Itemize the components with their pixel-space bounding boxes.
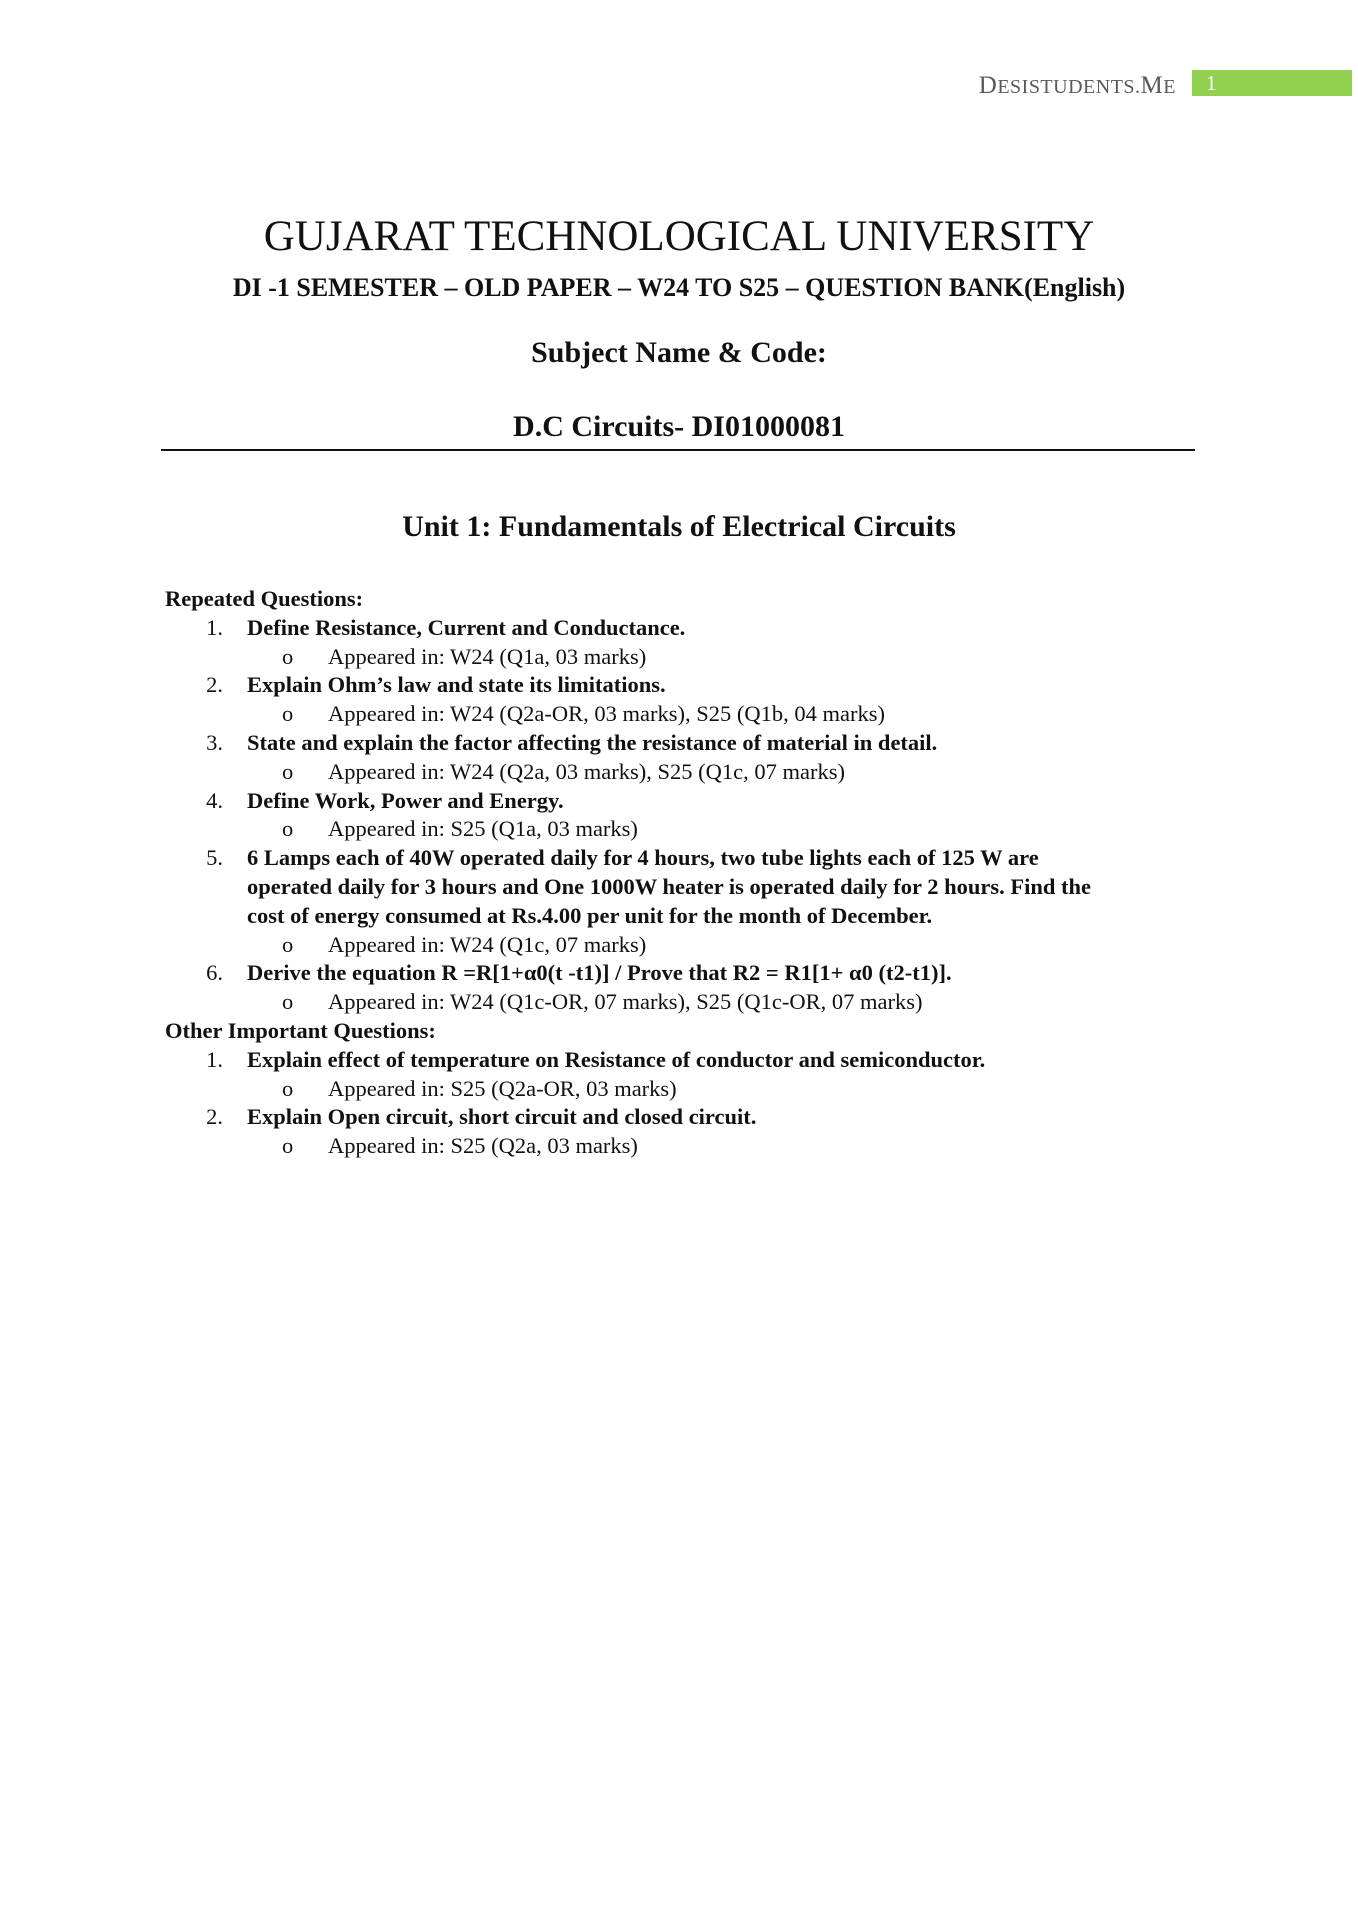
bullet-icon: o <box>282 1133 294 1159</box>
appearance-item <box>165 758 1205 787</box>
appearance-text: Appeared in: W24 (Q2a, 03 marks), S25 (Q1c, 07 marks) <box>328 758 845 784</box>
brand-initial: D <box>978 72 998 99</box>
page-title: GUJARAT TECHNOLOGICAL UNIVERSITY <box>263 213 1095 260</box>
brand-dot: . <box>1135 76 1141 98</box>
question-text: Define Resistance, Current and Conductance. <box>247 614 686 640</box>
bullet-icon: o <box>282 816 294 842</box>
question-number: 4. <box>206 787 223 813</box>
question-item <box>165 1046 1205 1075</box>
question-text: Explain Ohm’s law and state its limitations. <box>247 672 666 698</box>
appearance-text: Appeared in: S25 (Q2a-OR, 03 marks) <box>328 1075 677 1101</box>
appearance-text: Appeared in: W24 (Q2a-OR, 03 marks), S25 (Q1b, 04 marks) <box>328 701 885 727</box>
question-number: 1. <box>206 614 223 640</box>
question-text: Explain effect of temperature on Resistance of conductor and semiconductor. <box>247 1046 986 1072</box>
appearance-text: Appeared in: S25 (Q2a, 03 marks) <box>328 1133 638 1159</box>
appearance-item <box>165 815 1205 844</box>
question-item <box>165 671 1205 700</box>
question-text: Derive the equation R =R[1+α0(t -t1)] / Prove that R2 = R1[1+ α0 (t2-t1)]. <box>247 960 952 986</box>
document-subtitle: DI -1 SEMESTER – OLD PAPER – W24 TO S25 – QUESTION BANK(English) <box>232 273 1126 302</box>
header-brand <box>960 72 1176 100</box>
question-text: Define Work, Power and Energy. <box>247 787 564 813</box>
appearance-text: Appeared in: W24 (Q1a, 03 marks) <box>328 643 647 669</box>
question-number: 2. <box>206 1104 223 1130</box>
appearance-item <box>165 643 1205 672</box>
question-text-line: cost of energy consumed at Rs.4.00 per unit for the month of December. <box>247 902 933 928</box>
appearance-text: Appeared in: W24 (Q1c, 07 marks) <box>328 931 647 957</box>
question-number: 1. <box>206 1046 223 1072</box>
subject-label: Subject Name & Code: <box>531 336 827 369</box>
question-continuation <box>165 902 1205 931</box>
bullet-icon: o <box>282 758 294 784</box>
question-text-line: operated daily for 3 hours and One 1000W heater is operated daily for 2 hours. Find the <box>247 873 1092 899</box>
question-item <box>165 787 1205 816</box>
brand-m: M <box>1140 72 1164 99</box>
unit-title: Unit 1: Fundamentals of Electrical Circuits <box>402 510 956 543</box>
appearance-item <box>165 1132 1205 1161</box>
appearance-text: Appeared in: S25 (Q1a, 03 marks) <box>328 816 638 842</box>
bullet-icon: o <box>282 931 294 957</box>
appearance-item <box>165 931 1205 960</box>
question-item <box>165 729 1205 758</box>
other-questions-heading: Other Important Questions: <box>165 1017 436 1043</box>
question-number: 3. <box>206 729 223 755</box>
question-continuation <box>165 873 1205 902</box>
appearance-item <box>165 700 1205 729</box>
question-item <box>165 1103 1205 1132</box>
appearance-item <box>165 1075 1205 1104</box>
bullet-icon: o <box>282 989 294 1015</box>
question-number: 5. <box>206 845 223 871</box>
title-divider <box>161 449 1195 451</box>
question-number: 6. <box>206 960 223 986</box>
appearance-item <box>165 988 1205 1017</box>
question-item <box>165 959 1205 988</box>
bullet-icon: o <box>282 1075 294 1101</box>
repeated-questions-heading: Repeated Questions: <box>165 586 364 611</box>
question-text-line: 6 Lamps each of 40W operated daily for 4 hours, two tube lights each of 125 W are <box>247 845 1039 871</box>
brand-e: E <box>1163 76 1176 98</box>
subject-code: D.C Circuits- DI01000081 <box>513 410 845 443</box>
bullet-icon: o <box>282 643 294 669</box>
question-item <box>165 614 1205 643</box>
question-item <box>165 844 1205 873</box>
question-content <box>165 585 1205 1161</box>
brand-text: ESISTUDENTS <box>997 76 1136 98</box>
bullet-icon: o <box>282 701 294 727</box>
question-number: 2. <box>206 672 223 698</box>
question-text: Explain Open circuit, short circuit and closed circuit. <box>247 1104 757 1130</box>
page-number-badge: 1 <box>1192 70 1352 96</box>
question-text: State and explain the factor affecting the resistance of material in detail. <box>247 729 938 755</box>
appearance-text: Appeared in: W24 (Q1c-OR, 07 marks), S25 (Q1c-OR, 07 marks) <box>328 989 923 1015</box>
